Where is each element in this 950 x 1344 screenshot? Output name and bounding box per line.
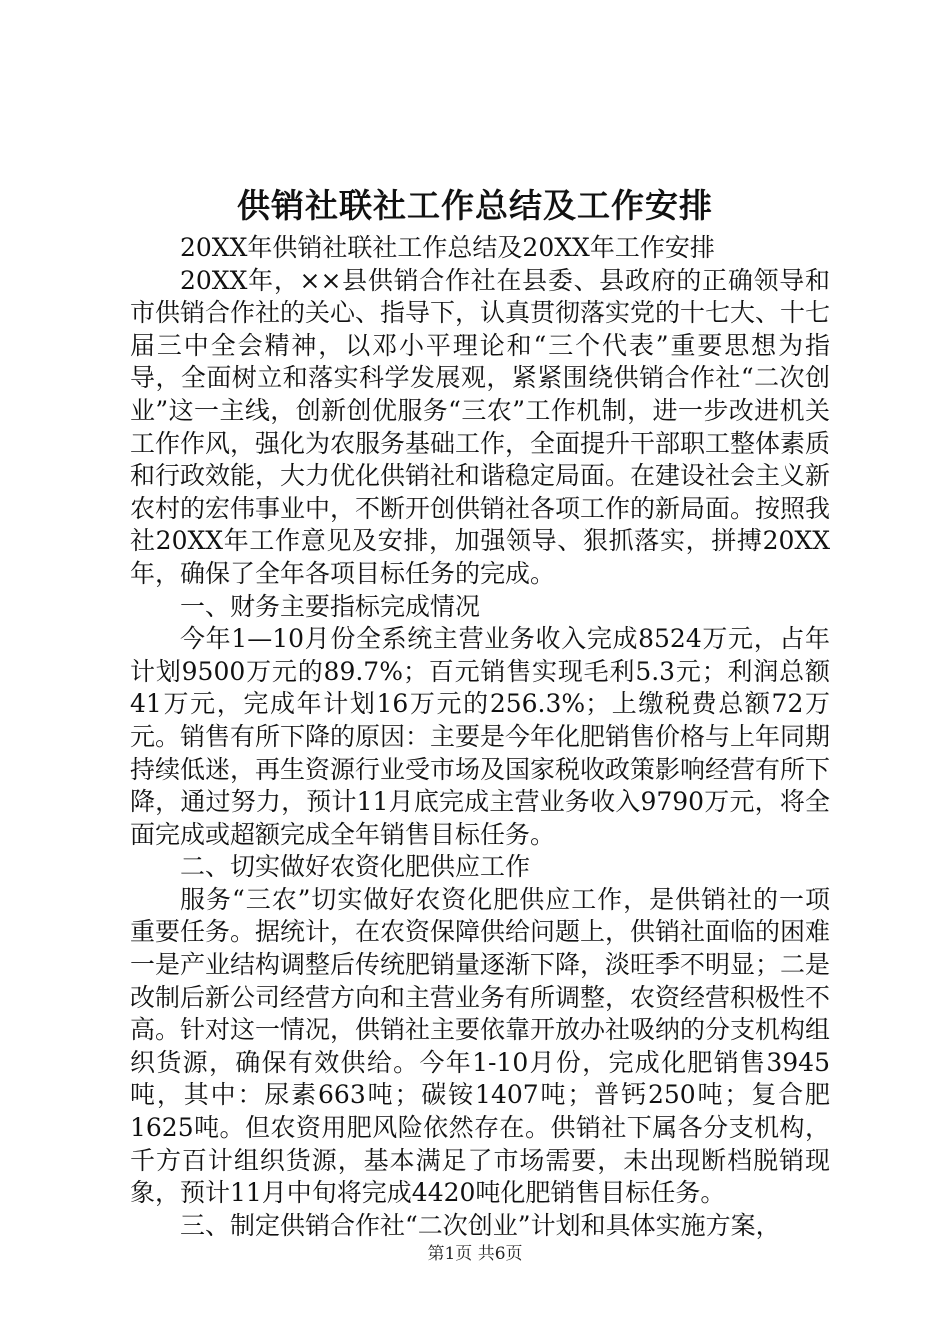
section-heading-second-venture: 三、制定供销合作社“二次创业”计划和具体实施方案， bbox=[180, 1210, 781, 1240]
section-heading-fertilizer: 二、切实做好农资化肥供应工作 bbox=[180, 852, 531, 882]
document-body bbox=[130, 232, 830, 1242]
document-title: 供销社联社工作总结及工作安排 bbox=[237, 186, 713, 225]
paragraph-subtitle: 20XX年供销社联社工作总结及20XX年工作安排 bbox=[180, 233, 715, 262]
paragraph-finance: 今年1—10月份全系统主营业务收入完成8524万元，占年计划9500万元的89.7%；百元销售实现毛利5.3元；利润总额41万元，完成年计划16万元的256.3%；上缴税费总额72万元。销售有所下降的原因：主要是今年化肥销售价格与上年同期持续低迷，再生资源行业受市场及国家税收政策影响经营有所下降，通过努力，预计11月底完成主营业务收入9790万元，将全面完成或超额完成全年销售目标任务。 bbox=[130, 624, 831, 849]
section-heading-finance: 一、财务主要指标完成情况 bbox=[180, 591, 481, 621]
page-footer: 第1页 共6页 bbox=[427, 1244, 523, 1264]
paragraph-fertilizer: 服务“三农”切实做好农资化肥供应工作，是供销社的一项重要任务。据统计，在农资保障供给问题上，供销社面临的困难一是产业结构调整后传统肥销量逐渐下降，淡旺季不明显；二是改制后新公司经营方向和主营业务有所调整，农资经营积极性不高。针对这一情况，供销社主要依靠开放办社吸纳的分支机构组织货源，确保有效供给。今年1-10月份，完成化肥销售3945吨，其中：尿素663吨；碳铵1407吨；普钙250吨；复合肥1625吨。但农资用肥风险依然存在。供销社下属各分支机构，千方百计组织货源，基本满足了市场需要，未出现断档脱销现象，预计11月中旬将完成4420吨化肥销售目标任务。 bbox=[130, 884, 831, 1208]
paragraph-intro: 20XX年，××县供销合作社在县委、县政府的正确领导和市供销合作社的关心、指导下，认真贯彻落实党的十七大、十七届三中全会精神，以邓小平理论和“三个代表”重要思想为指导，全面树立和落实科学发展观，紧紧围绕供销合作社“二次创业”这一主线，创新创优服务“三农”工作机制，进一步改进机关工作作风，强化为农服务基础工作，全面提升干部职工整体素质和行政效能，大力优化供销社和谐稳定局面。在建设社会主义新农村的宏伟事业中，不断开创供销社各项工作的新局面。按照我社20XX年工作意见及安排，加强领导、狠抓落实，拼搏20XX年，确保了全年各项目标任务的完成。 bbox=[130, 265, 831, 588]
